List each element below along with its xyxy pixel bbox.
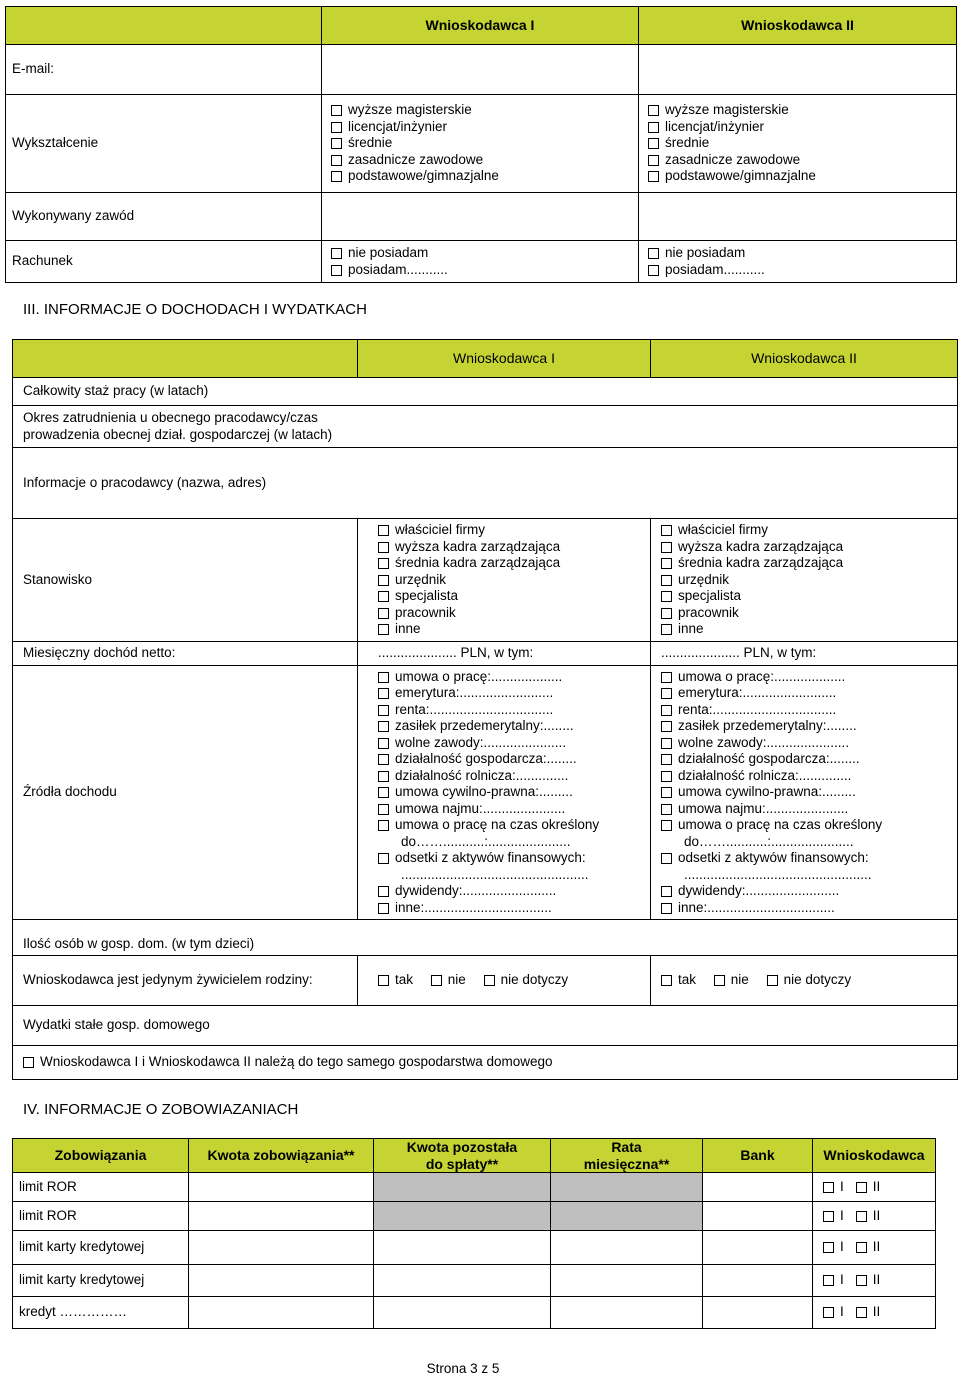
zywiciel-option[interactable]: tak [378,972,413,989]
checkbox[interactable] [823,1307,834,1318]
stanowisko-label: Stanowisko [13,519,358,642]
checkbox[interactable] [661,886,672,897]
wspolne-gospodarstwo-row[interactable]: Wnioskodawca I i Wnioskodawca II należą do tego samego gospodarstwa domowego [13,1046,958,1080]
zrodla-option[interactable]: inne:.................................. [661,900,951,917]
checkbox[interactable] [331,122,342,133]
header-wnioskodawca: Wnioskodawca [813,1139,936,1173]
checkbox[interactable] [378,542,389,553]
zrodla-option[interactable]: umowa o pracę na czas określony [378,817,644,834]
liabilities-table [12,1138,936,1329]
education-option[interactable]: licencjat/inżynier [648,119,950,136]
checkbox[interactable] [378,608,389,619]
zrodla-option: .................................................. [401,866,589,882]
stanowisko-option[interactable]: wyższa kadra zarządzająca [378,539,644,556]
stanowisko-option[interactable]: średnia kadra zarządzająca [661,555,951,572]
table-row [13,1265,936,1297]
osoby-label: Ilość osób w gosp. dom. (w tym dzieci) [13,920,958,956]
stanowisko-option[interactable]: pracownik [378,605,644,622]
wnioskodawca-option[interactable]: I [823,1304,844,1321]
checkbox[interactable] [378,886,389,897]
checkbox[interactable] [648,105,659,116]
wnioskodawca-option[interactable]: II [856,1272,881,1289]
stanowisko-option[interactable]: inne [661,621,951,638]
education-options-applicant-2 [639,95,957,193]
account-options-applicant-2 [639,241,957,283]
table-row [13,1202,936,1231]
kwota-pozostala-cell[interactable] [374,1297,551,1329]
liability-type: limit karty kredytowej [13,1265,189,1297]
checkbox[interactable] [661,575,672,586]
dochod-value-applicant-2[interactable]: ..................... PLN, w tym: [651,642,958,666]
zywiciel-label: Wnioskodawca jest jedynym żywicielem rodziny: [13,956,358,1006]
wnioskodawca-option[interactable]: I [823,1179,844,1196]
checkbox[interactable] [661,754,672,765]
checkbox[interactable] [331,248,342,259]
checkbox[interactable] [378,672,389,683]
education-option[interactable]: średnie [331,135,632,152]
zrodla-option[interactable]: umowa cywilno-prawna:......... [661,784,951,801]
header-rata: Rata miesięczna** [551,1139,703,1173]
checkbox[interactable] [378,903,389,914]
checkbox[interactable] [378,525,389,536]
checkbox[interactable] [23,1057,34,1068]
bank-cell[interactable] [703,1265,813,1297]
wnioskodawca-option[interactable]: II [856,1208,881,1225]
education-option[interactable]: średnie [648,135,950,152]
kwota-pozostala-cell[interactable] [374,1265,551,1297]
checkbox[interactable] [378,787,389,798]
stanowisko-option[interactable]: pracownik [661,605,951,622]
zrodla-option[interactable]: umowa najmu:...................... [378,801,644,818]
checkbox[interactable] [823,1242,834,1253]
wnioskodawca-options [813,1297,936,1329]
stanowisko-option[interactable]: wyższa kadra zarządzająca [661,539,951,556]
checkbox[interactable] [661,558,672,569]
zrodla-option[interactable]: umowa o pracę:................... [661,669,951,686]
job-field-applicant-2[interactable] [639,193,957,241]
stanowisko-option[interactable]: średnia kadra zarządzająca [378,555,644,572]
checkbox[interactable] [661,591,672,602]
education-option[interactable]: podstawowe/gimnazjalne [648,168,950,185]
checkbox[interactable] [823,1275,834,1286]
okres-label: Okres zatrudnienia u obecnego pracodawcy/czas prowadzenia obecnej dział. gospodarczej (w latach) [13,406,958,448]
wnioskodawca-option[interactable]: II [856,1179,881,1196]
stanowisko-option[interactable]: specjalista [661,588,951,605]
zrodla-option[interactable]: zasiłek przedemerytalny:........ [661,718,951,735]
table-row [13,1297,936,1329]
kwota-pozostala-cell[interactable] [374,1173,551,1202]
bank-cell[interactable] [703,1297,813,1329]
education-option[interactable]: zasadnicze zawodowe [648,152,950,169]
bank-cell[interactable] [703,1202,813,1231]
education-label: Wykształcenie [6,95,322,193]
rata-cell[interactable] [551,1231,703,1265]
checkbox[interactable] [378,771,389,782]
zrodla-option[interactable]: działalność rolnicza:.............. [378,768,644,785]
education-options-applicant-1 [322,95,639,193]
zrodla-option[interactable]: emerytura:......................... [378,685,644,702]
kwota-zobowiazania-cell[interactable] [189,1265,374,1297]
zrodla-option[interactable]: działalność gospodarcza:........ [378,751,644,768]
checkbox[interactable] [331,155,342,166]
checkbox[interactable] [661,853,672,864]
zrodla-option[interactable]: umowa cywilno-prawna:......... [378,784,644,801]
checkbox[interactable] [767,975,778,986]
account-options-applicant-1 [322,241,639,283]
job-label: Wykonywany zawód [6,193,322,241]
checkbox[interactable] [378,558,389,569]
wnioskodawca-options [813,1173,936,1202]
checkbox[interactable] [378,624,389,635]
checkbox[interactable] [378,975,389,986]
zrodla-option[interactable]: wolne zawody:...................... [378,735,644,752]
checkbox[interactable] [331,105,342,116]
zrodla-option[interactable]: renta:................................. [661,702,951,719]
zrodla-option: .................................................. [684,866,872,882]
zrodla-option[interactable]: odsetki z aktywów finansowych: [661,850,951,867]
table-row [13,1231,936,1265]
zrodla-option[interactable]: umowa o pracę:................... [378,669,644,686]
stanowisko-option[interactable]: urzędnik [661,572,951,589]
wnioskodawca-option[interactable]: I [823,1239,844,1256]
stanowisko-options-applicant-1 [358,519,651,642]
liability-type: limit karty kredytowej [13,1231,189,1265]
checkbox[interactable] [378,688,389,699]
header-blank-cell [13,340,358,378]
account-option[interactable]: nie posiadam [331,245,632,262]
pracodawca-label: Informacje o pracodawcy (nazwa, adres) [13,448,958,519]
checkbox[interactable] [331,138,342,149]
header-kwota-zobowiazania: Kwota zobowiązania** [189,1139,374,1173]
zrodla-options-applicant-1 [358,666,651,920]
table-row [13,1173,936,1202]
education-option[interactable]: licencjat/inżynier [331,119,632,136]
account-option[interactable]: nie posiadam [648,245,950,262]
bank-cell[interactable] [703,1173,813,1202]
checkbox[interactable] [378,804,389,815]
column-header-applicant-2: Wnioskodawca II [651,340,958,378]
column-header-applicant-2: Wnioskodawca II [639,7,957,45]
zywiciel-option[interactable]: nie [714,972,749,989]
zrodla-option[interactable]: zasiłek przedemerytalny:........ [378,718,644,735]
zrodla-option: do……...........:...................... [401,833,571,849]
zrodla-option[interactable]: dywidendy:......................... [661,883,951,900]
checkbox[interactable] [378,820,389,831]
wnioskodawca-option[interactable]: I [823,1272,844,1289]
checkbox[interactable] [648,248,659,259]
header-bank: Bank [703,1139,813,1173]
rata-cell[interactable] [551,1265,703,1297]
checkbox[interactable] [378,853,389,864]
checkbox[interactable] [648,155,659,166]
kwota-zobowiazania-cell[interactable] [189,1202,374,1231]
zrodla-options-applicant-2 [651,666,958,920]
header-zobowiazania: Zobowiązania [13,1139,189,1173]
section-4-title: IV. INFORMACJE O ZOBOWIAZANIACH [23,1101,299,1118]
staz-label: Całkowity staż pracy (w latach) [13,378,958,406]
checkbox[interactable] [661,903,672,914]
zywiciel-option[interactable]: nie dotyczy [484,972,569,989]
checkbox[interactable] [331,265,342,276]
checkbox[interactable] [856,1275,867,1286]
checkbox[interactable] [378,754,389,765]
checkbox[interactable] [823,1211,834,1222]
zrodla-option[interactable]: emerytura:......................... [661,685,951,702]
zrodla-option[interactable]: odsetki z aktywów finansowych: [378,850,644,867]
zywiciel-option[interactable]: nie dotyczy [767,972,852,989]
education-option[interactable]: podstawowe/gimnazjalne [331,168,632,185]
stanowisko-option[interactable]: inne [378,621,644,638]
account-label: Rachunek [6,241,322,283]
rata-cell[interactable] [551,1297,703,1329]
income-table [12,339,958,1080]
job-field-applicant-1[interactable] [322,193,639,241]
kwota-zobowiazania-cell[interactable] [189,1231,374,1265]
wnioskodawca-options [813,1231,936,1265]
checkbox[interactable] [823,1182,834,1193]
checkbox[interactable] [648,138,659,149]
checkbox[interactable] [856,1307,867,1318]
stanowisko-option[interactable]: właściciel firmy [661,522,951,539]
account-option[interactable]: posiadam........... [331,262,632,279]
checkbox[interactable] [661,608,672,619]
kwota-zobowiazania-cell[interactable] [189,1297,374,1329]
checkbox[interactable] [661,688,672,699]
zrodla-label: Źródła dochodu [13,666,358,920]
account-option[interactable]: posiadam........... [648,262,950,279]
checkbox[interactable] [431,975,442,986]
checkbox[interactable] [661,624,672,635]
checkbox[interactable] [648,171,659,182]
zrodla-option[interactable]: inne:.................................. [378,900,644,917]
kwota-zobowiazania-cell[interactable] [189,1173,374,1202]
checkbox[interactable] [661,721,672,732]
dochod-value-applicant-1[interactable]: ..................... PLN, w tym: [358,642,651,666]
zrodla-option[interactable]: dywidendy:......................... [378,883,644,900]
wnioskodawca-options [813,1265,936,1297]
checkbox[interactable] [856,1211,867,1222]
zywiciel-option[interactable]: tak [661,972,696,989]
rata-cell[interactable] [551,1202,703,1231]
personal-data-table [5,6,957,283]
page-number: Strona 3 z 5 [426,1361,500,1376]
wnioskodawca-option[interactable]: I [823,1208,844,1225]
kwota-pozostala-cell[interactable] [374,1202,551,1231]
zywiciel-options-applicant-2 [651,956,958,1006]
checkbox[interactable] [661,525,672,536]
checkbox[interactable] [661,542,672,553]
zrodla-option: do……...........:...................... [684,833,854,849]
wnioskodawca-options [813,1202,936,1231]
checkbox[interactable] [661,804,672,815]
liability-type: kredyt …………… [13,1297,189,1329]
checkbox[interactable] [648,122,659,133]
zrodla-option[interactable]: działalność gospodarcza:........ [661,751,951,768]
checkbox[interactable] [661,820,672,831]
checkbox[interactable] [661,771,672,782]
checkbox[interactable] [378,721,389,732]
zywiciel-options-applicant-1 [358,956,651,1006]
zywiciel-option[interactable]: nie [431,972,466,989]
checkbox[interactable] [484,975,495,986]
stanowisko-option[interactable]: właściciel firmy [378,522,644,539]
checkbox[interactable] [378,705,389,716]
email-field-applicant-2[interactable] [639,45,957,95]
email-label: E-mail: [6,45,322,95]
zrodla-option[interactable]: działalność rolnicza:.............. [661,768,951,785]
checkbox[interactable] [661,672,672,683]
checkbox[interactable] [378,738,389,749]
stanowisko-option[interactable]: urzędnik [378,572,644,589]
zrodla-option[interactable]: renta:................................. [378,702,644,719]
wydatki-label: Wydatki stałe gosp. domowego [13,1006,958,1046]
education-option[interactable]: wyższe magisterskie [331,102,632,119]
checkbox[interactable] [378,575,389,586]
checkbox[interactable] [856,1242,867,1253]
zrodla-option[interactable]: umowa o pracę na czas określony [661,817,951,834]
wnioskodawca-option[interactable]: II [856,1239,881,1256]
liability-type: limit ROR [13,1173,189,1202]
liability-type: limit ROR [13,1202,189,1231]
header-kwota-pozostala: Kwota pozostała do spłaty** [374,1139,551,1173]
dochod-label: Miesięczny dochód netto: [13,642,358,666]
stanowisko-options-applicant-2 [651,519,958,642]
checkbox[interactable] [331,171,342,182]
checkbox[interactable] [661,787,672,798]
email-field-applicant-1[interactable] [322,45,639,95]
checkbox[interactable] [661,738,672,749]
checkbox[interactable] [856,1182,867,1193]
education-option[interactable]: zasadnicze zawodowe [331,152,632,169]
education-option[interactable]: wyższe magisterskie [648,102,950,119]
column-header-applicant-1: Wnioskodawca I [358,340,651,378]
rata-cell[interactable] [551,1173,703,1202]
bank-cell[interactable] [703,1231,813,1265]
kwota-pozostala-cell[interactable] [374,1231,551,1265]
wnioskodawca-option[interactable]: II [856,1304,881,1321]
checkbox[interactable] [661,705,672,716]
checkbox[interactable] [714,975,725,986]
header-blank-cell [6,7,322,45]
stanowisko-option[interactable]: specjalista [378,588,644,605]
checkbox[interactable] [661,975,672,986]
checkbox[interactable] [378,591,389,602]
column-header-applicant-1: Wnioskodawca I [322,7,639,45]
zrodla-option[interactable]: wolne zawody:...................... [661,735,951,752]
section-3-title: III. INFORMACJE O DOCHODACH I WYDATKACH [23,301,367,318]
checkbox[interactable] [648,265,659,276]
zrodla-option[interactable]: umowa najmu:...................... [661,801,951,818]
